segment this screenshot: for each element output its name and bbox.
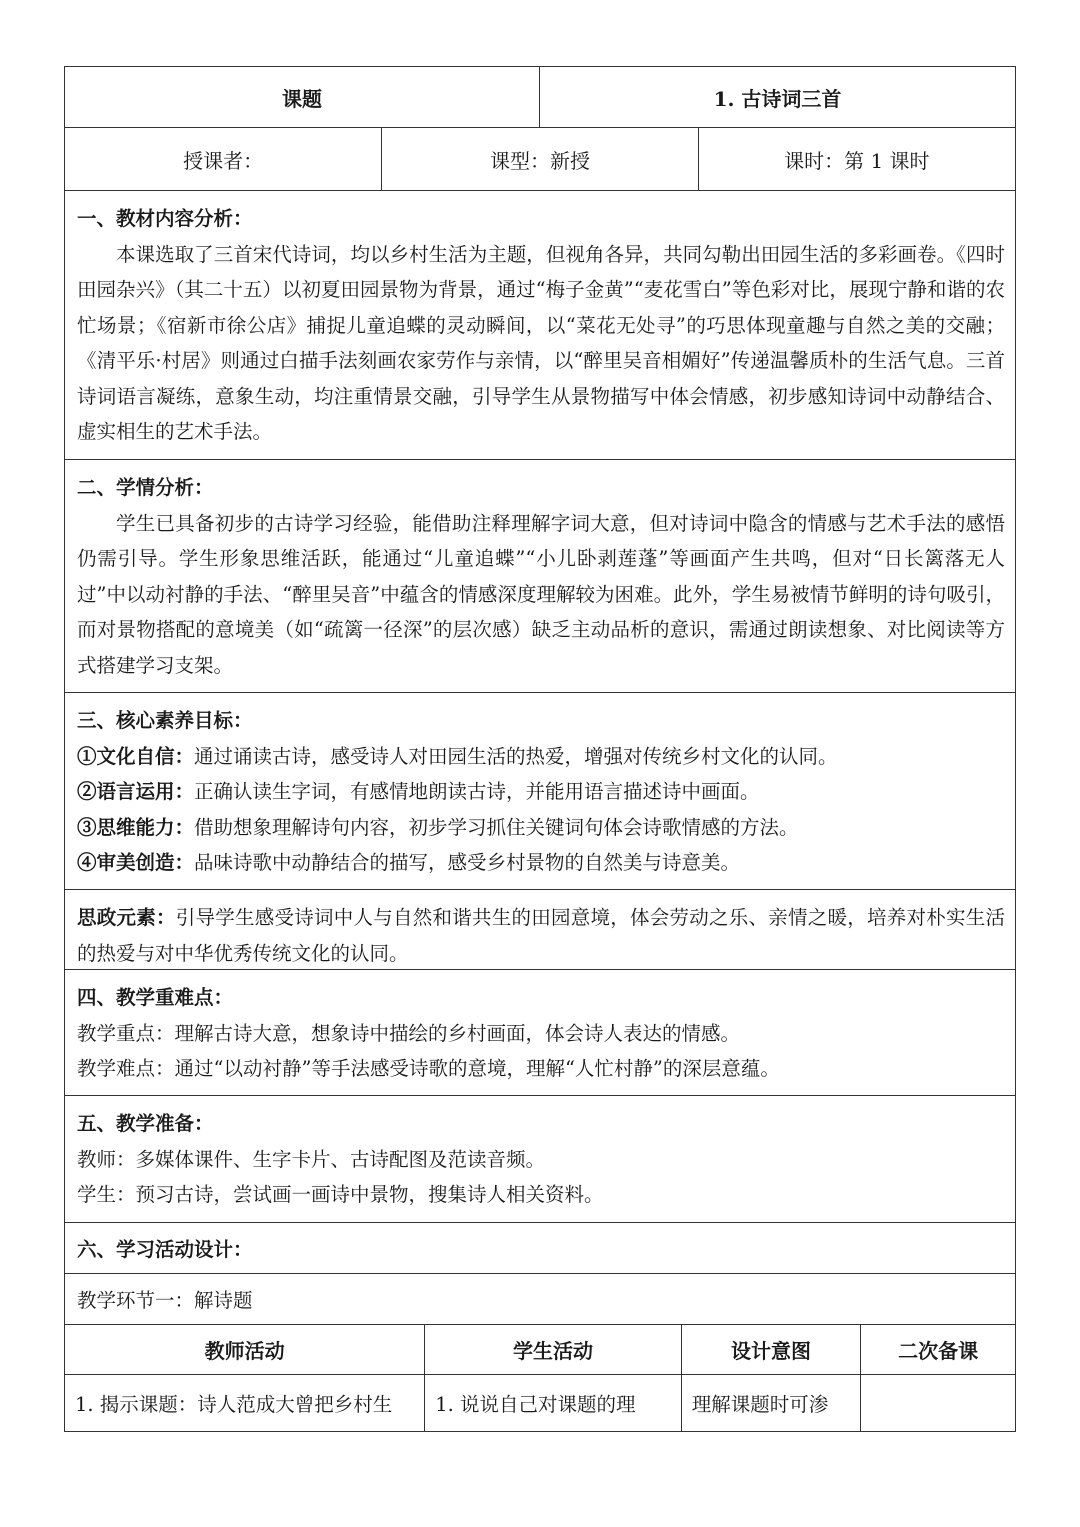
topic-value: 1. 古诗词三首 (539, 67, 1015, 127)
goal-label: ③思维能力： (77, 815, 195, 839)
goal-item (77, 845, 1005, 881)
goal-label: ②语言运用： (77, 780, 195, 803)
section-body: 本课选取了三首宋代诗词，均以乡村生活为主题，但视角各异，共同勾勒出田园生活的多彩画卷。《四时田园杂兴》（其二十五）以初夏田园景物为背景，通过“梅子金黄”“麦花雪白”等色彩对比，展现宁静和谐的农忙场景；《宿新市徐公店》捕捉儿童追蝶的灵动瞬间，以“菜花无处寻”的巧思体现童趣与自然之美的交融；《清平乐·村居》则通过白描手法刻画农家劳作与亲情，以“醉里吴音相媚好”传递温馨质朴的生活气息。三首诗词语言凝练，意象生动，均注重情景交融，引导学生从景物描写中体会情感，初步感知诗词中动静结合、虚实相生的艺术手法。 (77, 242, 1005, 443)
goal-label: ①文化自信： (77, 744, 195, 768)
header-student-activity: 学生活动 (424, 1325, 680, 1374)
ideology-paragraph (77, 900, 1005, 971)
teaching-stage-row (64, 1274, 1016, 1325)
goal-text: 通过诵读古诗，感受诗人对田园生活的热爱，增强对传统乡村文化的认同。 (194, 744, 838, 768)
activity-table-row (64, 1375, 1016, 1432)
design-intent-cell: 理解课题时可渗 (681, 1375, 861, 1431)
header-teacher-activity: 教师活动 (204, 1339, 285, 1363)
section-ideology (64, 890, 1016, 970)
student-preparation: 学生：预习古诗，尝试画一画诗中景物，搜集诗人相关资料。 (77, 1183, 604, 1206)
section-student-analysis (64, 460, 1016, 693)
section-title: 二、学情分析： (77, 476, 214, 499)
section-activity-design (64, 1223, 1016, 1274)
section-core-goals (64, 693, 1016, 890)
section-key-points (64, 970, 1016, 1096)
teaching-focus: 教学重点：理解古诗大意，想象诗中描绘的乡村画面，体会诗人表达的情感。 (77, 1021, 741, 1045)
teaching-stage: 教学环节一：解诗题 (77, 1289, 253, 1312)
goal-item (77, 739, 1005, 775)
topic-label: 课题 (282, 86, 322, 111)
header-design-intent: 设计意图 (681, 1325, 861, 1374)
teacher-activity-cell: 1. 揭示课题：诗人范成大曾把乡村生 (75, 1393, 393, 1416)
section-title: 六、学习活动设计： (77, 1238, 253, 1261)
ideology-label: 思政元素： (77, 906, 176, 929)
section-preparation (64, 1096, 1016, 1223)
goal-text: 借助想象理解诗句内容，初步学习抓住关键词句体会诗歌情感的方法。 (194, 815, 799, 839)
goal-text: 正确认读生字词，有感情地朗读古诗，并能用语言描述诗中画面。 (194, 780, 760, 803)
second-prep-cell (860, 1375, 1015, 1431)
teacher-preparation: 教师：多媒体课件、生字卡片、古诗配图及范读音频。 (77, 1147, 546, 1171)
goal-text: 品味诗歌中动静结合的描写，感受乡村景物的自然美与诗意美。 (194, 851, 741, 874)
goal-item (77, 810, 1005, 846)
ideology-text: 引导学生感受诗词中人与自然和谐共生的田园意境，体会劳动之乐、亲情之暖，培养对朴实生活的热爱与对中华优秀传统文化的认同。 (77, 906, 1005, 965)
lesson-period: 课时：第 1 课时 (698, 128, 1015, 190)
section-body: 学生已具备初步的古诗学习经验，能借助注释理解字词大意，但对诗词中隐含的情感与艺术手法的感悟仍需引导。学生形象思维活跃，能通过“儿童追蝶”“小儿卧剥莲蓬”等画面产生共鸣，但对“日长篱落无人过”中以动衬静的手法、“醉里吴音”中蕴含的情感深度理解较为困难。此外，学生易被情节鲜明的诗句吸引，而对景物搭配的意境美（如“疏篱一径深”的层次感）缺乏主动品析的意识，需通过朗读想象、对比阅读等方式搭建学习支架。 (77, 511, 1005, 677)
topic-row (64, 66, 1016, 128)
goal-label: ④审美创造： (77, 851, 195, 874)
header-second-prep: 二次备课 (860, 1325, 1015, 1374)
section-textbook-analysis (64, 191, 1016, 460)
goal-item (77, 774, 1005, 810)
section-title: 四、教学重难点： (77, 986, 234, 1009)
lesson-type: 课型：新授 (381, 128, 697, 190)
section-title: 五、教学准备： (77, 1112, 214, 1135)
lesson-plan-table (64, 66, 1016, 1432)
activity-table-header (64, 1325, 1016, 1375)
info-row (64, 128, 1016, 191)
teaching-difficulty: 教学难点：通过“以动衬静”等手法感受诗歌的意境，理解“人忙村静”的深层意蕴。 (77, 1057, 780, 1080)
teacher-label: 授课者： (183, 148, 264, 173)
section-title: 一、教材内容分析： (77, 207, 253, 230)
student-activity-cell: 1. 说说自己对课题的理 (424, 1375, 680, 1431)
section-title: 三、核心素养目标： (77, 709, 253, 732)
